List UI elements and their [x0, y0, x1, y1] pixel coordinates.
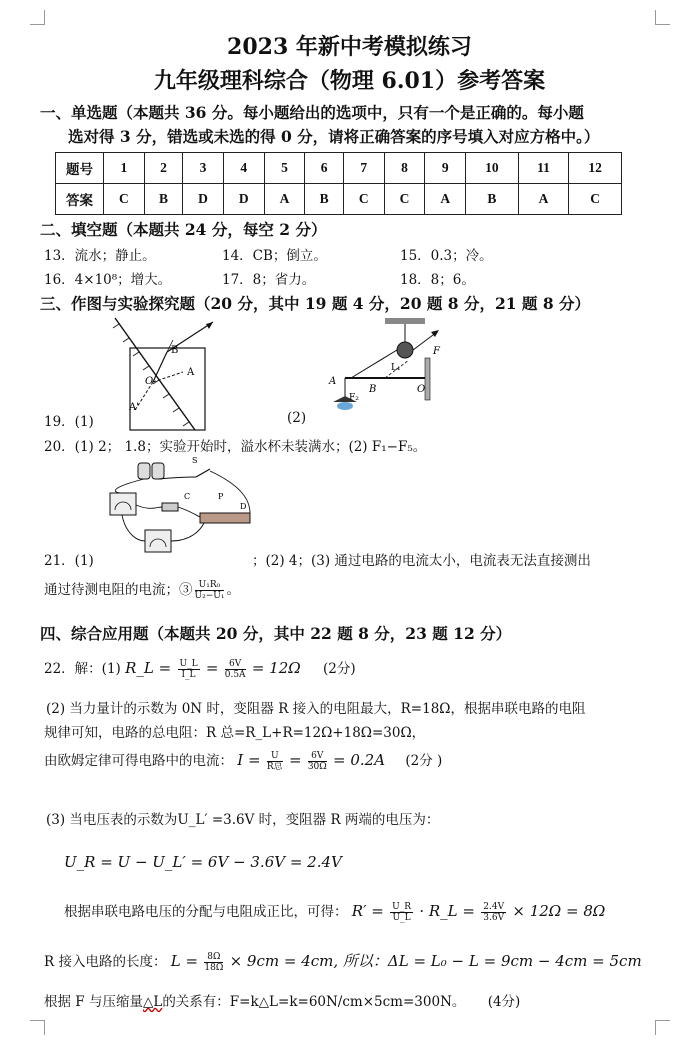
table-cell: 12	[569, 153, 622, 184]
fig2-label-b: B	[369, 384, 377, 395]
section3-heading: 三、作图与实验探究题（20 分，其中 19 题 4 分，20 题 8 分，21 题 8 分）	[40, 294, 590, 313]
answer-q20: 20．(1) 2； 1.8；实验开始时，溢水杯未装满水；(2) F₁−F₅。	[44, 439, 427, 455]
table-cell: 2	[144, 153, 182, 184]
q22-eq4-rhs: × 12Ω = 8Ω	[512, 902, 606, 920]
circuit-label-c: C	[184, 492, 191, 501]
q22-p3-text3: R 接入电路的长度：	[44, 954, 167, 970]
q21-label: 21．(1)	[44, 553, 94, 569]
fig1-label-a: A	[187, 367, 195, 378]
q22-eq1-lhs: R_L =	[125, 659, 172, 677]
table-cell: C	[569, 184, 622, 215]
q22-eq1-num: U_L	[179, 659, 198, 669]
q22-eq4-den: U_L	[392, 913, 411, 923]
answer-table	[55, 152, 622, 215]
table-cell: D	[223, 184, 264, 215]
q21-end: 。	[226, 582, 240, 598]
q22-eq2-num2: 6V	[308, 751, 327, 762]
q22-intro: 22．解：(1)	[44, 661, 121, 677]
figure-21-circuit	[100, 455, 260, 570]
q21-line2-text: 通过待测电阻的电流；③	[44, 582, 193, 598]
fig2-label-o: O	[417, 384, 426, 395]
q22-p3-text4a: 根据 F 与压缩量	[44, 994, 143, 1010]
q22-part3-line1: (3) 当电压表的示数为U_L′ =3.6V 时，变阻器 R 两端的电压为：	[46, 812, 440, 828]
q22-eq5-frac	[204, 952, 223, 973]
circuit-label-s: S	[192, 456, 198, 465]
q22-part2-line1: (2) 当力量计的示数为 0N 时，变阻器 R 接入的电阻最大，R=18Ω，根据串联电路的电阻	[46, 701, 586, 717]
answer-q16: 16．4×10⁸；增大。	[44, 272, 172, 288]
section1-heading-line1: 一、单选题（本题共 36 分。每小题给出的选项中，只有一个是正确的。每小题	[40, 103, 584, 122]
table-cell: C	[384, 184, 425, 215]
table-cell: D	[183, 184, 224, 215]
table-cell: 1	[104, 153, 145, 184]
q22-eq4-mid: · R_L =	[419, 902, 475, 920]
q19-label-1: 19．(1)	[44, 414, 94, 430]
table-cell: 6	[305, 153, 343, 184]
fig1-label-a-prime: A'	[129, 402, 139, 413]
q22-eq5-lhs: L =	[170, 952, 199, 970]
table-cell: 5	[264, 153, 305, 184]
table-cell: 8	[384, 153, 425, 184]
answer-q17: 17．8；省力。	[222, 272, 316, 288]
q22-eq1-frac2	[225, 659, 246, 680]
crop-mark-bottom-left	[30, 1020, 45, 1035]
fig2-label-f2: F₂	[349, 393, 359, 403]
fig1-label-b: B	[171, 345, 179, 356]
table-cell: 3	[183, 153, 224, 184]
q22-part1: 22．解：(1) R_L = $\frac{U\_L}{I\_L}$ = $\frac{6V}{0.5A}$ = 12Ω (2分)	[44, 659, 356, 680]
section2-heading: 二、填空题（本题共 24 分，每空 2 分）	[40, 220, 327, 239]
q19-label-2: (2)	[287, 410, 307, 426]
q22-eq5-rhs: × 9cm = 4cm, 所以：ΔL = L₀ − L = 9cm − 4cm = 5cm	[229, 952, 642, 970]
answer-q15: 15．0.3；冷。	[400, 248, 493, 264]
q22-eq4-frac2	[481, 902, 506, 923]
row-label-numbers: 题号	[56, 153, 104, 184]
page-title: 2023 年新中考模拟练习	[227, 34, 472, 60]
fig2-label-f: F	[433, 346, 440, 357]
fig2-label-l1: L₁	[391, 363, 401, 373]
q22-eq2-den2: 30Ω	[307, 762, 327, 772]
q22-score1: (2分)	[323, 661, 356, 677]
fig1-label-o: O	[145, 376, 154, 387]
table-cell: B	[466, 184, 519, 215]
q22-score3: (4分)	[487, 994, 521, 1010]
q22-eq2-rhs: = 0.2A	[333, 751, 386, 769]
table-cell: A	[518, 184, 568, 215]
page-subtitle: 九年级理科综合（物理 6.01）参考答案	[153, 68, 546, 94]
q21-frac-den: U₂−U₁	[194, 591, 225, 601]
table-cell: 10	[466, 153, 519, 184]
answer-q21-part1: ；(2) 4；(3) 通过电路的电流太小，电流表无法直接测出	[252, 553, 591, 569]
section1-heading-line2: 选对得 3 分，错选或未选的得 0 分，请将正确答案的序号填入对应方格中。）	[68, 127, 600, 146]
q22-eq2-frac1	[267, 751, 283, 772]
answer-q13: 13．流水；静止。	[44, 248, 156, 264]
answer-q14: 14．CB；倒立。	[222, 248, 327, 264]
q22-eq1-den: I_L	[181, 670, 196, 680]
table-cell: B	[305, 184, 343, 215]
q22-eq3: U_R = U − U_L′ = 6V − 3.6V = 2.4V	[64, 853, 342, 871]
table-cell: A	[425, 184, 466, 215]
section4-heading: 四、综合应用题（本题共 20 分，其中 22 题 8 分，23 题 12 分）	[40, 624, 512, 643]
q22-p3-text4c: 的关系有：F=k△L=k=60N/cm×5cm=300N。	[162, 994, 466, 1010]
q22-eq4-lhs: R′ =	[351, 902, 384, 920]
crop-mark-top-left	[30, 10, 45, 25]
q22-part3-line3	[44, 950, 642, 973]
fig2-label-a: A	[329, 376, 337, 387]
q22-part2-line3: 由欧姆定律可得电路中的电流： I = $\frac{U}{\text{R总}}$ = $\frac{6V}{30\Omega}$ = 0.2A (2分 )	[44, 751, 443, 772]
q22-eq5-den: 18Ω	[204, 963, 224, 973]
table-row-numbers	[56, 153, 622, 184]
table-cell: 9	[425, 153, 466, 184]
table-cell: 4	[223, 153, 264, 184]
q22-score2: (2分 )	[405, 753, 443, 769]
crop-mark-bottom-right	[655, 1020, 670, 1035]
q22-eq4-frac1	[390, 902, 413, 923]
q21-frac-num: U₁R₀	[195, 580, 225, 591]
q22-eq2-den: R总	[266, 762, 283, 772]
table-cell: B	[144, 184, 182, 215]
table-cell: C	[343, 184, 384, 215]
q22-part3-line4	[44, 990, 520, 1010]
table-cell: C	[104, 184, 145, 215]
q22-eq2-frac2	[308, 751, 327, 772]
q22-p3-text2: 根据串联电路电压的分配与电阻成正比，可得：	[64, 904, 348, 920]
q21-fraction	[195, 580, 225, 601]
table-cell: A	[264, 184, 305, 215]
answer-q21-line2	[44, 578, 240, 601]
table-cell: 11	[518, 153, 568, 184]
q22-eq1-rhs: = 12Ω	[251, 659, 301, 677]
q22-eq1-den2: 0.5A	[224, 670, 246, 680]
q22-eq5-num: 8Ω	[204, 952, 223, 963]
q22-eq4-num: U_R	[392, 902, 412, 912]
figure-19-2-lever	[325, 318, 445, 428]
q22-p3-text4b: △L	[142, 994, 163, 1010]
figure-19-1-optics	[115, 318, 225, 433]
q22-eq1-num2: 6V	[225, 659, 246, 670]
circuit-label-d: D	[240, 502, 247, 511]
crop-mark-top-right	[655, 10, 670, 25]
q22-eq4-den2: 3.6V	[483, 913, 505, 923]
q22-eq4-num2: 2.4V	[483, 902, 505, 912]
q22-part3-line2	[64, 900, 605, 923]
table-cell: 7	[343, 153, 384, 184]
q22-p2-text: 由欧姆定律可得电路中的电流：	[44, 753, 233, 769]
q22-part2-line2: 规律可知，电路的总电阻：R 总=R_L+R=12Ω+18Ω=30Ω，	[44, 725, 426, 741]
q22-eq2-lhs: I =	[237, 751, 261, 769]
circuit-label-p: P	[218, 492, 224, 501]
q22-eq1-frac1	[178, 659, 200, 680]
table-row-answers	[56, 184, 622, 215]
row-label-answers: 答案	[56, 184, 104, 215]
q22-eq2-num: U	[267, 751, 283, 762]
answer-q18: 18．8；6。	[400, 272, 475, 288]
